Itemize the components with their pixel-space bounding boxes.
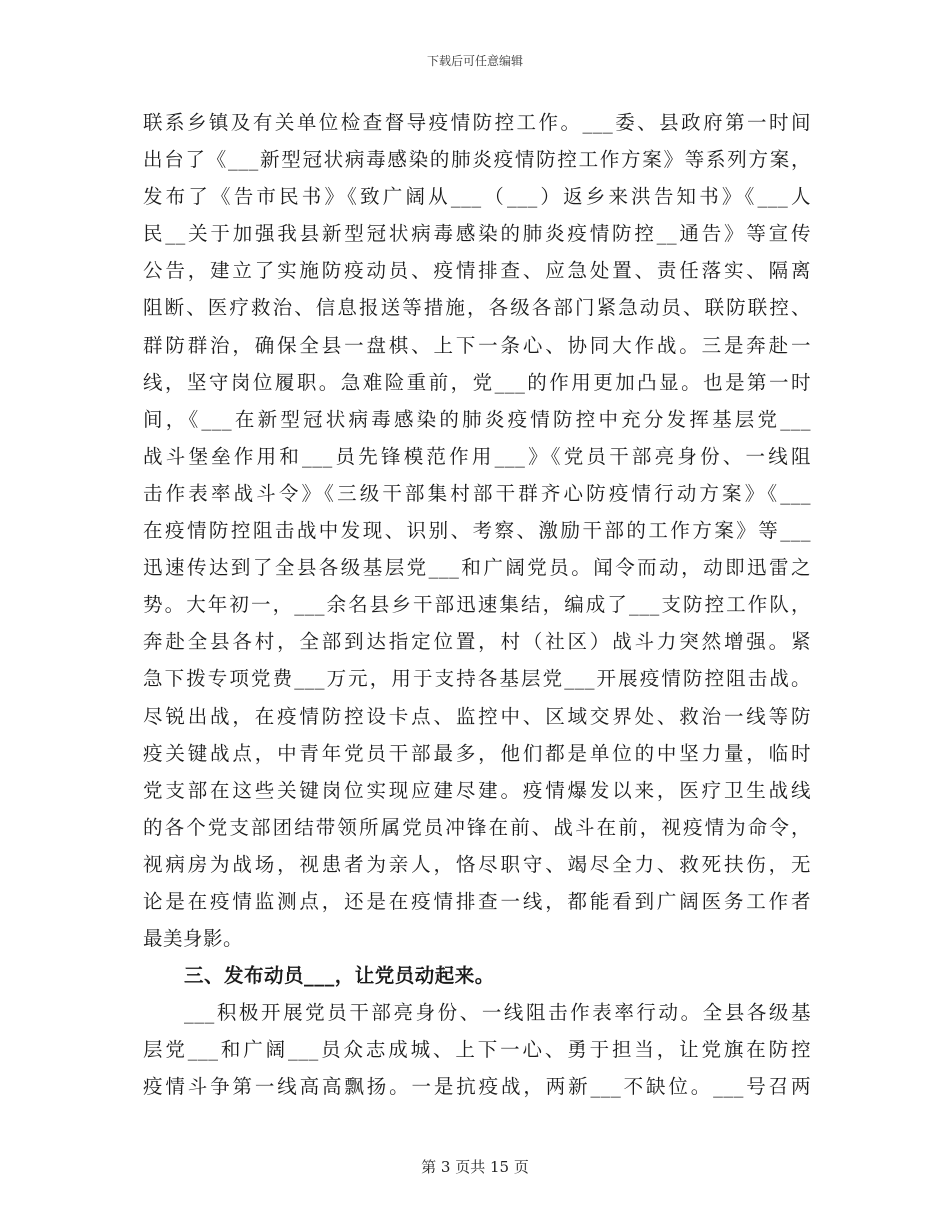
body-line: 在疫情防控阻击战中发现、识别、考察、激励干部的工作方案》等___ <box>143 519 811 543</box>
body-line: 群防群治，确保全县一盘棋、上下一条心、协同大作战。三是奔赴一 <box>143 333 811 357</box>
body-line: 民__关于加强我县新型冠状病毒感染的肺炎疫情防控__通告》等宣传 <box>143 222 811 246</box>
section-heading: 三、发布动员___，让党员动起来。 <box>184 964 495 988</box>
page-footer: 第 3 页共 15 页 <box>421 1158 529 1176</box>
body-line: 间，《___在新型冠状病毒感染的肺炎疫情防控中充分发挥基层党___ <box>143 407 811 431</box>
body-line: 的各个党支部团结带领所属党员冲锋在前、战斗在前，视疫情为命令， <box>143 815 811 839</box>
body-line: ___积极开展党员干部亮身份、一线阻击作表率行动。全县各级基 <box>184 1001 811 1025</box>
body-line: 线，坚守岗位履职。急难险重前，党___的作用更加凸显。也是第一时 <box>143 370 811 394</box>
body-line: 迅速传达到了全县各级基层党___和广阔党员。闻令而动，动即迅雷之 <box>143 556 811 580</box>
body-line: 论是在疫情监测点，还是在疫情排查一线，都能看到广阔医务工作者 <box>143 889 811 913</box>
body-line: 急下拨专项党费___万元，用于支持各基层党___开展疫情防控阻击战。 <box>143 667 811 691</box>
body-line: 阻断、医疗救治、信息报送等措施，各级各部门紧急动员、联防联控、 <box>143 296 811 320</box>
body-line: 公告，建立了实施防疫动员、疫情排查、应急处置、责任落实、隔离 <box>143 259 811 283</box>
body-line: 出台了《___新型冠状病毒感染的肺炎疫情防控工作方案》等系列方案， <box>143 148 811 172</box>
document-body <box>143 104 811 1106</box>
body-line: 势。大年初一，___余名县乡干部迅速集结，编成了___支防控工作队， <box>143 593 811 617</box>
body-line: 疫情斗争第一线高高飘扬。一是抗疫战，两新___不缺位。___号召两 <box>143 1075 811 1099</box>
body-line: 疫关键战点，中青年党员干部最多，他们都是单位的中坚力量，临时 <box>143 741 811 765</box>
body-line: 层党___和广阔___员众志成城、上下一心、勇于担当，让党旗在防控 <box>143 1038 811 1062</box>
page-header: 下载后可任意编辑 <box>426 54 523 68</box>
body-line: 最美身影。 <box>143 927 244 951</box>
body-line: 联系乡镇及有关单位检查督导疫情防控工作。___委、县政府第一时间 <box>143 111 811 134</box>
body-line: 尽锐出战，在疫情防控设卡点、监控中、区域交界处、救治一线等防 <box>143 704 811 728</box>
body-line: 视病房为战场，视患者为亲人，恪尽职守、竭尽全力、救死扶伤，无 <box>143 852 811 876</box>
body-line: 发布了《告市民书》《致广阔从___（___）返乡来洪告知书》《___人 <box>143 185 811 209</box>
body-line: 战斗堡垒作用和___员先锋模范作用___》《党员干部亮身份、一线阻 <box>143 444 811 468</box>
body-line: 党支部在这些关键岗位实现应建尽建。疫情爆发以来，医疗卫生战线 <box>143 778 811 802</box>
body-line: 击作表率战斗令》《三级干部集村部干群齐心防疫情行动方案》《___ <box>143 481 811 505</box>
body-line: 奔赴全县各村，全部到达指定位置，村（社区）战斗力突然增强。紧 <box>143 630 811 654</box>
